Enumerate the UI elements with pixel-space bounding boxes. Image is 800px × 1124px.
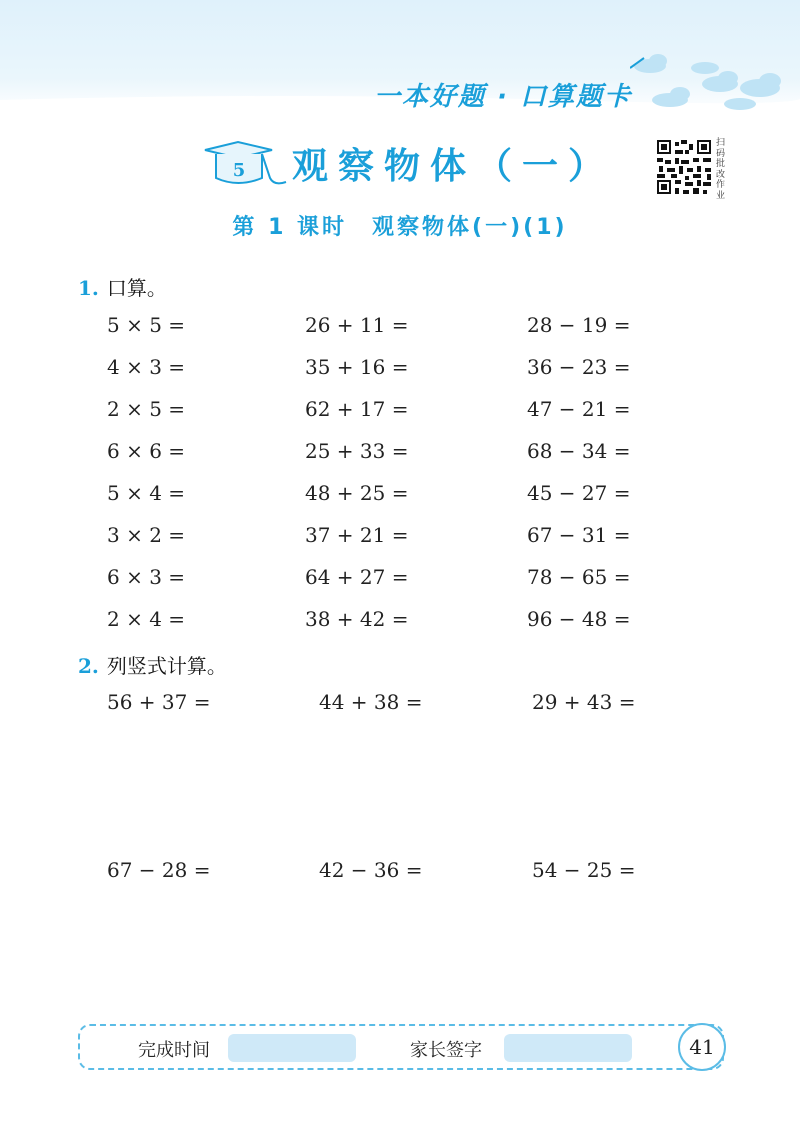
vertical-problem: 67 − 28 = bbox=[107, 858, 211, 882]
section-2-title: 列竖式计算。 bbox=[106, 654, 227, 678]
section-1-heading bbox=[78, 272, 167, 301]
oral-problem: 3 × 2 = bbox=[107, 523, 186, 547]
oral-problem: 37 + 21 = bbox=[305, 523, 409, 547]
oral-problem: 67 − 31 = bbox=[527, 523, 631, 547]
vertical-problem: 44 + 38 = bbox=[319, 690, 423, 714]
oral-problem: 48 + 25 = bbox=[305, 481, 409, 505]
chapter-number: 5 bbox=[232, 160, 246, 181]
oral-problem: 64 + 27 = bbox=[305, 565, 409, 589]
completion-time-label: 完成时间 bbox=[138, 1040, 210, 1061]
parent-signature-field[interactable] bbox=[504, 1034, 632, 1062]
parent-signature-label: 家长签字 bbox=[410, 1040, 482, 1061]
oral-problem: 78 − 65 = bbox=[527, 565, 631, 589]
vertical-problem: 56 + 37 = bbox=[107, 690, 211, 714]
oral-problem: 62 + 17 = bbox=[305, 397, 409, 421]
section-1-title: 口算。 bbox=[106, 276, 167, 300]
oral-problem: 36 − 23 = bbox=[527, 355, 631, 379]
qr-caption: 扫码批改作业 bbox=[716, 138, 726, 201]
cloud-icon bbox=[630, 48, 800, 118]
oral-problem: 35 + 16 = bbox=[305, 355, 409, 379]
graduation-cap-icon bbox=[200, 140, 290, 192]
oral-problem: 47 − 21 = bbox=[527, 397, 631, 421]
oral-problem: 38 + 42 = bbox=[305, 607, 409, 631]
section-1-number: 1. bbox=[78, 276, 99, 300]
lesson-title: 第 1 课时 观察物体(一)(1) bbox=[232, 215, 568, 240]
chapter-title: 观察物体（一） bbox=[292, 146, 615, 187]
oral-problem: 4 × 3 = bbox=[107, 355, 186, 379]
vertical-problem: 29 + 43 = bbox=[532, 690, 636, 714]
vertical-problem: 42 − 36 = bbox=[319, 858, 423, 882]
oral-problem: 6 × 6 = bbox=[107, 439, 186, 463]
section-2-number: 2. bbox=[78, 654, 99, 678]
series-title: 一本好题 · 口算题卡 bbox=[374, 82, 632, 112]
oral-problem-grid bbox=[107, 311, 707, 647]
oral-problem: 5 × 4 = bbox=[107, 481, 186, 505]
page-number: 41 bbox=[678, 1023, 726, 1071]
oral-problem: 2 × 4 = bbox=[107, 607, 186, 631]
vertical-problem: 54 − 25 = bbox=[532, 858, 636, 882]
oral-problem: 68 − 34 = bbox=[527, 439, 631, 463]
oral-problem: 25 + 33 = bbox=[305, 439, 409, 463]
oral-problem: 26 + 11 = bbox=[305, 313, 409, 337]
oral-problem: 6 × 3 = bbox=[107, 565, 186, 589]
oral-problem: 5 × 5 = bbox=[107, 313, 186, 337]
qr-code-icon[interactable] bbox=[657, 140, 711, 194]
oral-problem: 2 × 5 = bbox=[107, 397, 186, 421]
oral-problem: 96 − 48 = bbox=[527, 607, 631, 631]
oral-problem: 28 − 19 = bbox=[527, 313, 631, 337]
oral-problem: 45 − 27 = bbox=[527, 481, 631, 505]
section-2-heading bbox=[78, 650, 227, 679]
completion-time-field[interactable] bbox=[228, 1034, 356, 1062]
